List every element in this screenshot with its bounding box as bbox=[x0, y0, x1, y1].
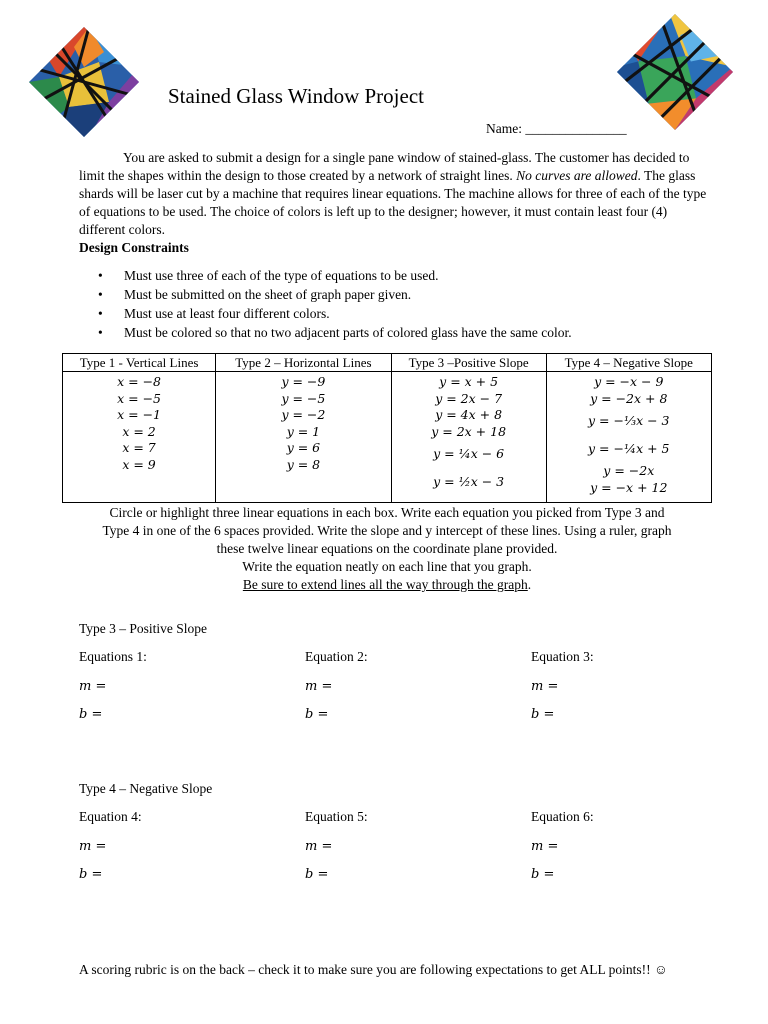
constraint-item: • Must be colored so that no two adjacent parts of colored glass have the same color. bbox=[98, 323, 572, 342]
instructions bbox=[62, 504, 712, 594]
type2-equation[interactable]: y = 6 bbox=[286, 440, 321, 455]
intercept-field-6[interactable]: b = bbox=[531, 867, 555, 882]
type2-equation[interactable]: y = −9 bbox=[281, 374, 326, 389]
header-type3: Type 3 –Positive Slope bbox=[391, 354, 546, 372]
type2-equation[interactable]: y = −5 bbox=[281, 390, 326, 406]
constraint-item: • Must be submitted on the sheet of graph paper given. bbox=[98, 285, 572, 304]
type3-equation[interactable]: y = ¼x − 6 bbox=[433, 446, 505, 461]
slope-field-3[interactable]: m = bbox=[531, 679, 559, 694]
slope-field-4[interactable]: m = bbox=[79, 839, 107, 854]
type1-equation[interactable]: x = −8 bbox=[117, 374, 161, 389]
type4-equation[interactable]: y = −2x + 8 bbox=[590, 390, 668, 406]
intro-paragraph bbox=[79, 149, 709, 239]
slope-field-2[interactable]: m = bbox=[305, 679, 333, 694]
type2-equation[interactable]: y = 8 bbox=[286, 456, 321, 472]
type1-equation[interactable]: x = 9 bbox=[122, 456, 156, 472]
equation-4-label: Equation 4: bbox=[79, 809, 142, 824]
type2-equation[interactable]: y = −2 bbox=[281, 407, 326, 422]
equation-6-label: Equation 6: bbox=[531, 809, 594, 824]
type3-equation[interactable]: y = 2x − 7 bbox=[435, 390, 503, 406]
intercept-field-3[interactable]: b = bbox=[531, 707, 555, 722]
intro-text-before: You are asked to submit a design for a single pane window of stained-glass. The customer has decided to limit the shapes within the design to those created by a network of straight lines. bbox=[79, 150, 690, 183]
constraints-list bbox=[98, 266, 572, 342]
instruction-line: Circle or highlight three linear equations in each box. Write each equation you picked from Type 3 and bbox=[109, 505, 665, 520]
type4-cell[interactable] bbox=[546, 372, 711, 503]
instruction-line: Type 4 in one of the 6 spaces provided. Write the slope and y intercept of these lines. Using a ruler, graph bbox=[102, 523, 672, 538]
constraint-item: • Must use at least four different colors. bbox=[98, 304, 572, 323]
slope-field-1[interactable]: m = bbox=[79, 679, 107, 694]
type3-cell[interactable] bbox=[391, 372, 546, 503]
page-title: Stained Glass Window Project bbox=[168, 84, 424, 108]
type1-equation[interactable]: x = −1 bbox=[117, 407, 161, 422]
type3-equation[interactable]: y = 2x + 18 bbox=[431, 423, 507, 439]
stained-glass-logo-left bbox=[29, 27, 139, 137]
type3-section-title: Type 3 – Positive Slope bbox=[79, 621, 208, 636]
type1-equation[interactable]: x = 7 bbox=[122, 440, 156, 455]
type3-equation[interactable]: y = 4x + 8 bbox=[435, 407, 503, 422]
type4-equation[interactable]: y = −2x bbox=[603, 463, 655, 478]
type1-cell[interactable] bbox=[63, 372, 216, 503]
equation-types-table bbox=[62, 353, 712, 503]
type3-equation[interactable]: y = ½x − 3 bbox=[433, 474, 505, 489]
type1-equation[interactable]: x = 2 bbox=[122, 423, 156, 439]
slope-field-6[interactable]: m = bbox=[531, 839, 559, 854]
instruction-line-underlined bbox=[62, 576, 712, 594]
equation-2-label: Equation 2: bbox=[305, 649, 368, 664]
type4-equation[interactable]: y = −x − 9 bbox=[594, 374, 664, 389]
stained-glass-logo-right bbox=[617, 14, 733, 130]
type4-equation[interactable]: y = −x + 12 bbox=[590, 479, 668, 495]
instruction-line: Write the equation neatly on each line that you graph. bbox=[242, 559, 532, 574]
design-constraints-heading: Design Constraints bbox=[79, 240, 189, 255]
name-field[interactable]: Name: _______________ bbox=[486, 121, 627, 136]
equation-1-label: Equations 1: bbox=[79, 649, 147, 664]
slope-field-5[interactable]: m = bbox=[305, 839, 333, 854]
header-type2: Type 2 – Horizontal Lines bbox=[216, 354, 392, 372]
equation-3-label: Equation 3: bbox=[531, 649, 594, 664]
equation-5-label: Equation 5: bbox=[305, 809, 368, 824]
type2-cell[interactable] bbox=[216, 372, 392, 503]
instruction-period: . bbox=[527, 577, 532, 592]
type1-equation[interactable]: x = −5 bbox=[117, 390, 161, 406]
type4-equation[interactable]: y = −⅓x − 3 bbox=[588, 413, 670, 428]
type4-section-title: Type 4 – Negative Slope bbox=[79, 781, 213, 796]
intercept-field-2[interactable]: b = bbox=[305, 707, 329, 722]
type2-equation[interactable]: y = 1 bbox=[286, 423, 321, 439]
intercept-field-1[interactable]: b = bbox=[79, 707, 103, 722]
header-type1: Type 1 - Vertical Lines bbox=[63, 354, 216, 372]
scoring-rubric-note: A scoring rubric is on the back – check it to make sure you are following expectations to get ALL points!! ☺ bbox=[79, 962, 668, 977]
type4-equation[interactable]: y = −¼x + 5 bbox=[588, 441, 670, 456]
instruction-line: these twelve linear equations on the coordinate plane provided. bbox=[216, 541, 558, 556]
header-type4: Type 4 – Negative Slope bbox=[546, 354, 711, 372]
intro-text-after: . The glass shards will be laser cut by a machine that requires linear equations. The machine allows for three of each of the type of equations to be used. The choice of colors is left up to the designer; however, it must contain least four (4) different colors. bbox=[79, 168, 707, 237]
type3-equation[interactable]: y = x + 5 bbox=[439, 374, 499, 389]
intro-emphasis: No curves are allowed bbox=[516, 168, 638, 183]
underlined-instruction: Be sure to extend lines all the way through the graph bbox=[242, 577, 528, 592]
constraint-item: • Must use three of each of the type of equations to be used. bbox=[98, 266, 572, 285]
intercept-field-4[interactable]: b = bbox=[79, 867, 103, 882]
intercept-field-5[interactable]: b = bbox=[305, 867, 329, 882]
